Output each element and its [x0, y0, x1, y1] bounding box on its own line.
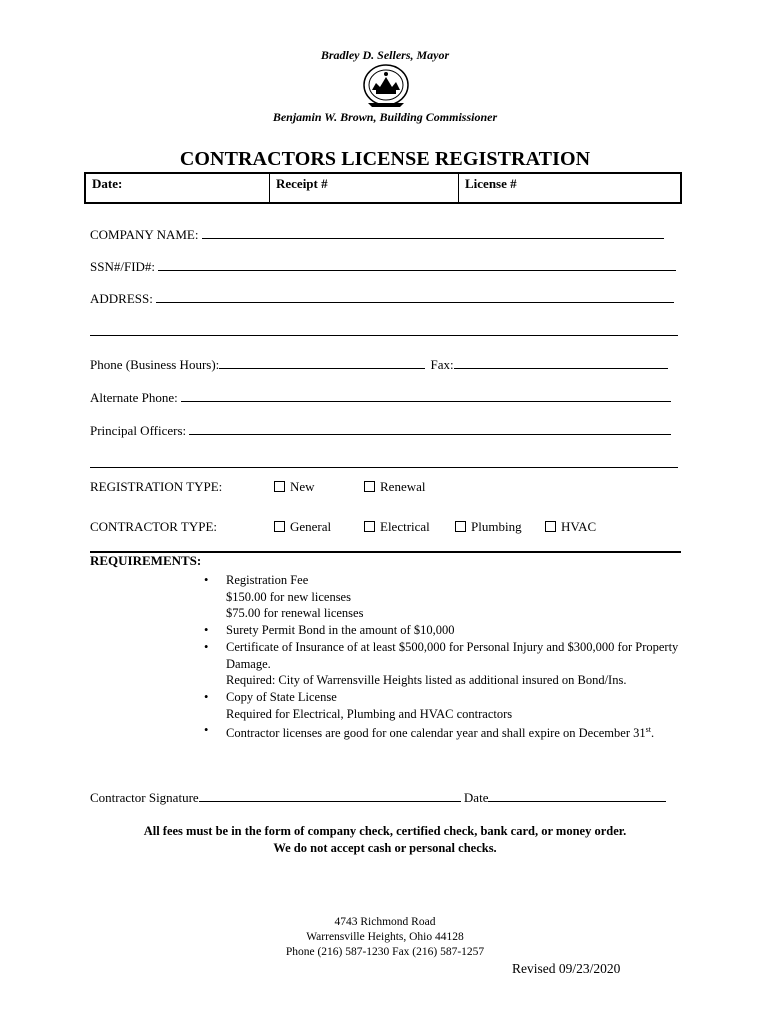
checkbox-icon[interactable]: [455, 521, 466, 532]
requirements-title: REQUIREMENTS:: [90, 553, 202, 568]
principal-officers-field[interactable]: [90, 423, 671, 439]
requirement-text: Certificate of Insurance of at least $500,000 for Personal Injury and $300,000 for Property Damage.: [226, 639, 679, 671]
address-city: Warrensville Heights, Ohio 44128: [306, 931, 464, 943]
list-item: [200, 722, 690, 742]
signature-label: Contractor Signature: [90, 790, 199, 805]
list-item: [200, 639, 690, 689]
option-new-label: New: [290, 479, 315, 494]
payment-notice-line1: All fees must be in the form of company check, certified check, bank card, or money order.: [143, 824, 627, 838]
address-street: 4743 Richmond Road: [334, 916, 436, 928]
revision-date: Revised 09/23/2020: [512, 961, 621, 976]
principal-officers-line-2[interactable]: [90, 467, 678, 468]
address-line[interactable]: [156, 291, 674, 303]
list-item: [200, 572, 690, 622]
phone-label: Phone (Business Hours):: [90, 357, 220, 372]
address-phone-fax: Phone (216) 587-1230 Fax (216) 587-1257: [285, 946, 485, 958]
form-title: CONTRACTORS LICENSE REGISTRATION: [179, 148, 591, 170]
phone-field[interactable]: [90, 357, 668, 373]
ssn-field[interactable]: [90, 259, 676, 275]
signature-field[interactable]: [90, 790, 666, 806]
checkbox-icon[interactable]: [364, 521, 375, 532]
checkbox-icon[interactable]: [274, 521, 285, 532]
requirement-text: Contractor licenses are good for one calendar year and shall expire on December 31st.: [226, 725, 655, 741]
phone-line[interactable]: [219, 357, 425, 369]
receipt-cell[interactable]: [270, 174, 459, 202]
checkbox-icon[interactable]: [545, 521, 556, 532]
checkbox-new[interactable]: [274, 479, 315, 495]
company-name-field[interactable]: [90, 227, 664, 243]
principal-officers-label: Principal Officers:: [90, 423, 187, 438]
address-field[interactable]: [90, 291, 674, 307]
address-line-2[interactable]: [90, 335, 678, 336]
bullet-icon: •: [204, 573, 209, 587]
payment-notice-line2: We do not accept cash or personal checks.: [273, 841, 497, 855]
receipt-label: Receipt #: [276, 176, 328, 191]
requirement-detail: Required: City of Warrensville Heights listed as additional insured on Bond/Ins.: [226, 673, 627, 688]
requirement-detail: $150.00 for new licenses: [226, 589, 351, 604]
checkbox-plumbing[interactable]: [455, 519, 522, 535]
mayor-name: Bradley D. Sellers, Mayor: [320, 48, 450, 62]
license-label: License #: [465, 176, 517, 191]
option-renewal-label: Renewal: [380, 479, 426, 494]
signature-date-line[interactable]: [488, 790, 666, 802]
office-use-box: [84, 172, 682, 204]
option-hvac-label: HVAC: [561, 519, 597, 534]
date-label: Date:: [92, 176, 123, 191]
checkbox-renewal[interactable]: [364, 479, 425, 495]
company-name-line[interactable]: [202, 227, 664, 239]
city-seal-icon: [362, 63, 410, 109]
list-item: [200, 689, 690, 722]
ssn-label: SSN#/FID#:: [90, 259, 156, 274]
date-cell[interactable]: [86, 174, 270, 202]
checkbox-general[interactable]: [274, 519, 331, 535]
company-name-label: COMPANY NAME:: [90, 227, 199, 242]
checkbox-electrical[interactable]: [364, 519, 430, 535]
requirement-text: Copy of State License: [226, 689, 337, 704]
fax-line[interactable]: [454, 357, 668, 369]
contractor-type-label: CONTRACTOR TYPE:: [90, 519, 218, 534]
requirement-text: Registration Fee: [226, 573, 309, 587]
bullet-icon: •: [204, 623, 209, 638]
alt-phone-line[interactable]: [181, 390, 671, 402]
list-item: [200, 622, 690, 639]
commissioner-name: Benjamin W. Brown, Building Commissioner: [272, 110, 498, 124]
alt-phone-label: Alternate Phone:: [90, 390, 178, 405]
bullet-icon: •: [204, 639, 209, 654]
checkbox-icon[interactable]: [364, 481, 375, 492]
principal-officers-line[interactable]: [189, 423, 671, 435]
option-general-label: General: [290, 519, 332, 534]
signature-line[interactable]: [199, 790, 461, 802]
license-cell[interactable]: [459, 174, 680, 202]
option-electrical-label: Electrical: [380, 519, 430, 534]
requirement-text: Surety Permit Bond in the amount of $10,000: [226, 623, 455, 638]
fax-label: Fax:: [430, 357, 454, 372]
registration-type-label: REGISTRATION TYPE:: [90, 479, 223, 494]
checkbox-icon[interactable]: [274, 481, 285, 492]
requirements-list: [200, 572, 690, 742]
requirement-detail: Required for Electrical, Plumbing and HVAC contractors: [226, 706, 513, 721]
bullet-icon: •: [204, 723, 209, 738]
address-label: ADDRESS:: [90, 291, 153, 306]
bullet-icon: •: [204, 689, 209, 704]
checkbox-hvac[interactable]: [545, 519, 596, 535]
requirement-detail: $75.00 for renewal licenses: [226, 606, 364, 621]
option-plumbing-label: Plumbing: [471, 519, 522, 534]
alt-phone-field[interactable]: [90, 390, 671, 406]
signature-date-label: Date: [463, 790, 489, 805]
ssn-line[interactable]: [158, 259, 676, 271]
